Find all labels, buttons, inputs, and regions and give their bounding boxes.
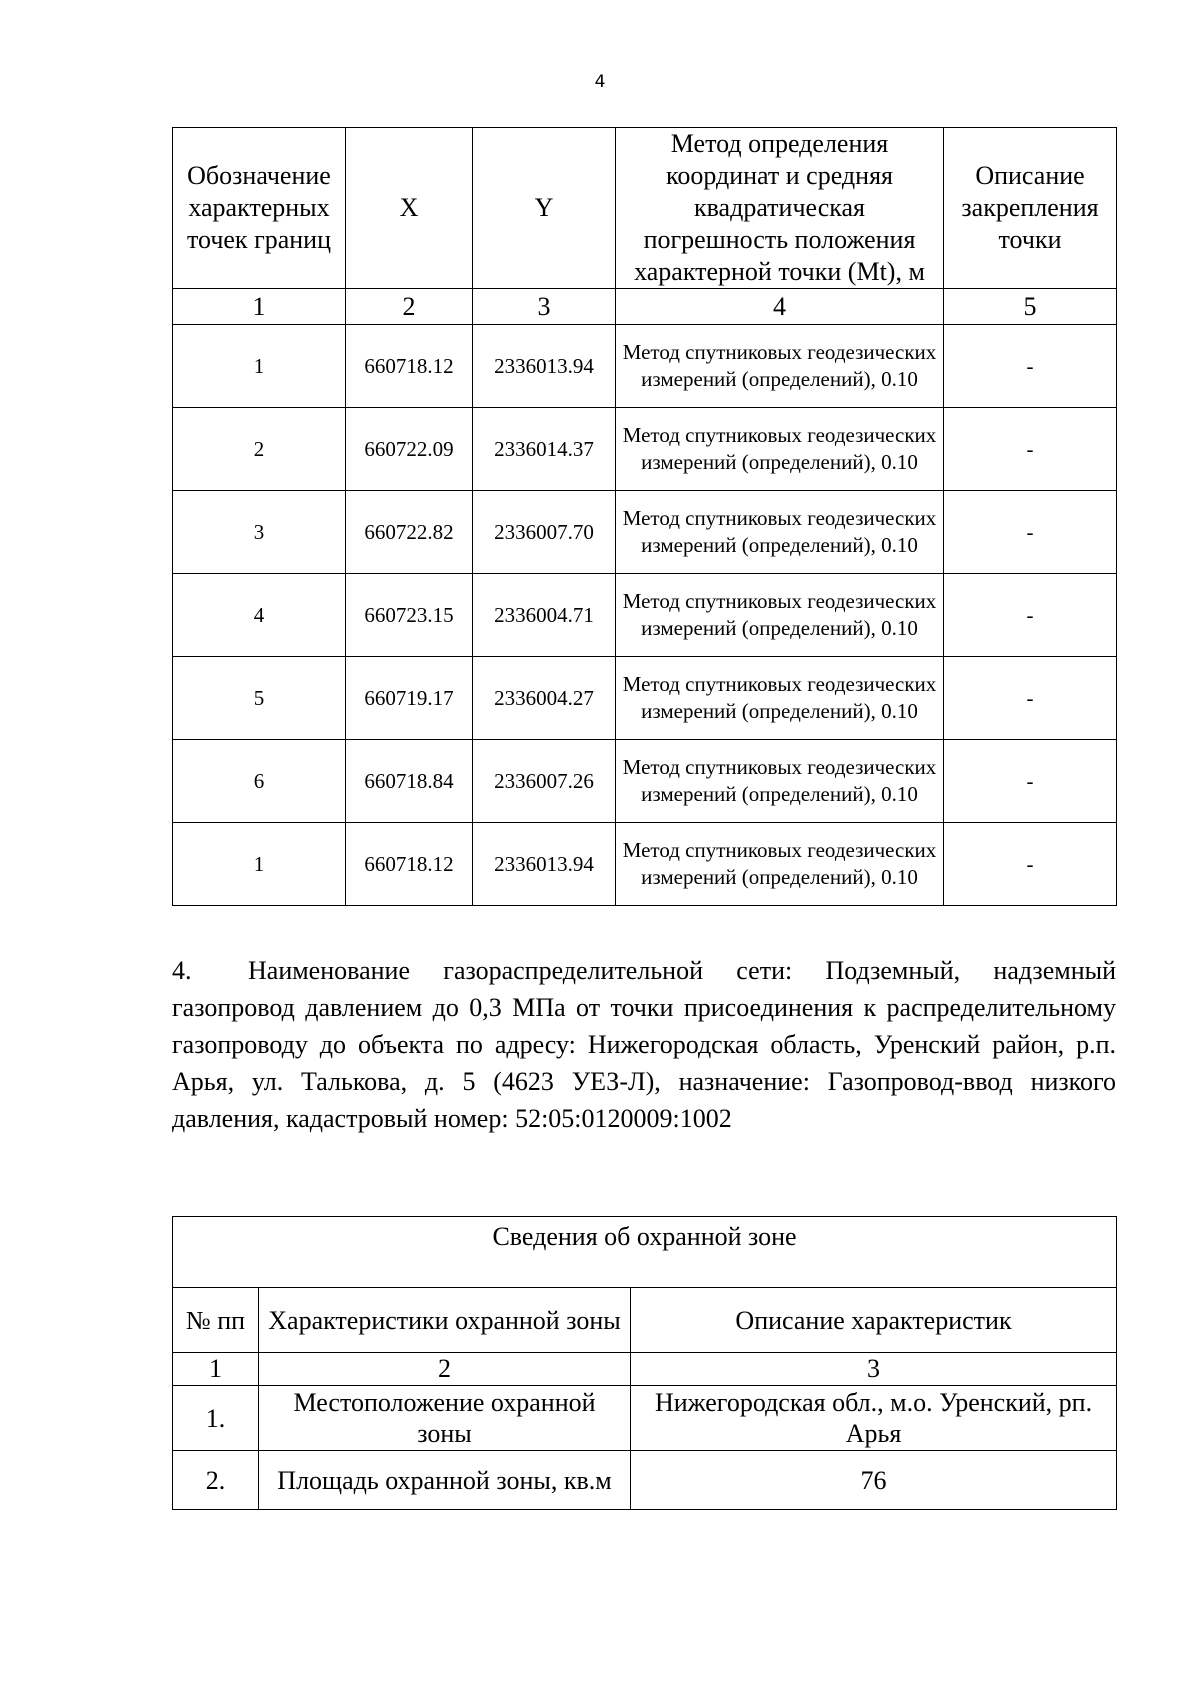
y-coordinate: 2336007.26 <box>473 740 616 823</box>
table-row <box>173 657 1117 740</box>
table-row <box>173 325 1117 408</box>
x-coordinate: 660723.15 <box>346 574 473 657</box>
fixing-description: - <box>944 408 1117 491</box>
characteristic-description: Нижегородская обл., м.о. Уренский, рп. Арья <box>631 1386 1117 1451</box>
header-method: Метод определения координат и средняя квадратическая погрешность положения характерной точки (Mt), м <box>616 128 944 289</box>
page-number: 4 <box>594 72 606 92</box>
point-number: 1 <box>173 823 346 906</box>
zone-header-row <box>173 1288 1117 1353</box>
header-point-designation: Обозначение характерных точек границ <box>173 128 346 289</box>
table-row <box>173 740 1117 823</box>
protection-zone-table <box>172 1216 1117 1510</box>
column-number-row <box>173 1353 1117 1386</box>
x-coordinate: 660719.17 <box>346 657 473 740</box>
x-coordinate: 660718.84 <box>346 740 473 823</box>
method-cell: Метод спутниковых геодезических измерений (определений), 0.10 <box>616 657 944 740</box>
y-coordinate: 2336007.70 <box>473 491 616 574</box>
point-number: 1 <box>173 325 346 408</box>
point-number: 4 <box>173 574 346 657</box>
fixing-description: - <box>944 740 1117 823</box>
y-coordinate: 2336013.94 <box>473 325 616 408</box>
method-cell: Метод спутниковых геодезических измерений (определений), 0.10 <box>616 408 944 491</box>
header-fixing-description: Описание закрепления точки <box>944 128 1117 289</box>
table-row <box>173 823 1117 906</box>
column-number: 2 <box>346 289 473 325</box>
zone-title-row <box>173 1217 1117 1288</box>
characteristic-description: 76 <box>631 1451 1117 1510</box>
section-text: Наименование газораспределительной сети: Подземный, надземный газопровод давлением до 0,3 МПа от точки присоединения к распределительному газопроводу до объекта по адресу: Нижегородская область, Уренский район, р.п. Арья, ул. Талькова, д. 5 (4623 УЕЗ-Л), назначение: Газопровод-ввод низкого давления, кадастровый номер: 52:05:0120009:1002 <box>172 956 1116 1133</box>
y-coordinate: 2336013.94 <box>473 823 616 906</box>
column-number: 1 <box>173 1353 259 1386</box>
y-coordinate: 2336014.37 <box>473 408 616 491</box>
point-number: 6 <box>173 740 346 823</box>
coordinates-header-row <box>173 128 1117 289</box>
table-row <box>173 1386 1117 1451</box>
header-description: Описание характеристик <box>631 1288 1117 1353</box>
method-cell: Метод спутниковых геодезических измерений (определений), 0.10 <box>616 574 944 657</box>
coordinates-table <box>172 127 1117 906</box>
header-characteristics: Характеристики охранной зоны <box>259 1288 631 1353</box>
table-row <box>173 491 1117 574</box>
fixing-description: - <box>944 325 1117 408</box>
column-number: 3 <box>473 289 616 325</box>
point-number: 3 <box>173 491 346 574</box>
method-cell: Метод спутниковых геодезических измерений (определений), 0.10 <box>616 823 944 906</box>
point-number: 2 <box>173 408 346 491</box>
section-4-paragraph <box>172 952 1116 1137</box>
column-number: 4 <box>616 289 944 325</box>
fixing-description: - <box>944 491 1117 574</box>
item-number: 1. <box>173 1386 259 1451</box>
header-x: X <box>346 128 473 289</box>
y-coordinate: 2336004.71 <box>473 574 616 657</box>
method-cell: Метод спутниковых геодезических измерений (определений), 0.10 <box>616 491 944 574</box>
x-coordinate: 660722.82 <box>346 491 473 574</box>
table-row <box>173 574 1117 657</box>
x-coordinate: 660718.12 <box>346 325 473 408</box>
header-y: Y <box>473 128 616 289</box>
table-row <box>173 1451 1117 1510</box>
method-cell: Метод спутниковых геодезических измерений (определений), 0.10 <box>616 740 944 823</box>
column-number: 3 <box>631 1353 1117 1386</box>
column-number-row <box>173 289 1117 325</box>
y-coordinate: 2336004.27 <box>473 657 616 740</box>
x-coordinate: 660722.09 <box>346 408 473 491</box>
table-row <box>173 408 1117 491</box>
column-number: 1 <box>173 289 346 325</box>
characteristic: Площадь охранной зоны, кв.м <box>259 1451 631 1510</box>
characteristic: Местоположение охранной зоны <box>259 1386 631 1451</box>
column-number: 2 <box>259 1353 631 1386</box>
method-cell: Метод спутниковых геодезических измерений (определений), 0.10 <box>616 325 944 408</box>
fixing-description: - <box>944 823 1117 906</box>
header-item-number: № пп <box>173 1288 259 1353</box>
fixing-description: - <box>944 574 1117 657</box>
column-number: 5 <box>944 289 1117 325</box>
section-number: 4. <box>172 956 192 985</box>
fixing-description: - <box>944 657 1117 740</box>
point-number: 5 <box>173 657 346 740</box>
item-number: 2. <box>173 1451 259 1510</box>
x-coordinate: 660718.12 <box>346 823 473 906</box>
zone-table-title: Сведения об охранной зоне <box>173 1217 1117 1288</box>
